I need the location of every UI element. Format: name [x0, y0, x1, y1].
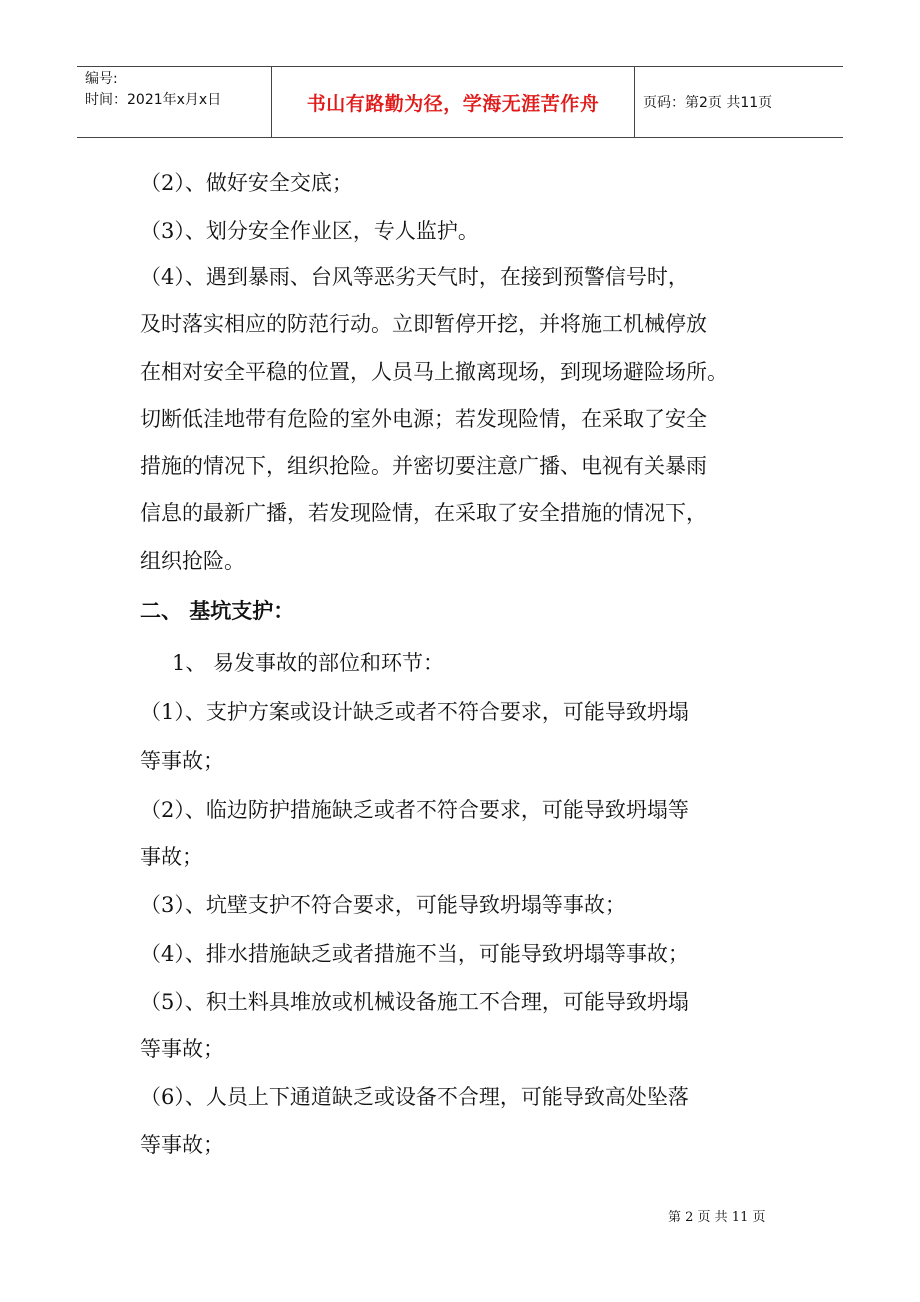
body-line: （3）、划分安全作业区，专人监护。	[140, 219, 479, 243]
body-line: （4）、排水措施缺乏或者措施不当，可能导致坍塌等事故；	[140, 942, 689, 966]
header-meta	[85, 69, 265, 111]
body-line: 事故；	[140, 845, 203, 869]
body-line: 切断低洼地带有危险的室外电源；若发现险情，在采取了安全	[140, 407, 707, 431]
body-line: 等事故；	[140, 749, 224, 773]
body-line: （4）、遇到暴雨、台风等恶劣天气时，在接到预警信号时，	[140, 265, 689, 289]
page-header	[77, 66, 843, 138]
body-line: 及时落实相应的防范行动。立即暂停开挖，并将施工机械停放	[140, 312, 707, 336]
body-line: 信息的最新广播，若发现险情，在采取了安全措施的情况下，	[140, 501, 707, 525]
date-label: 时间：2021年x月x日	[85, 92, 222, 108]
body-line: （1）、支护方案或设计缺乏或者不符合要求，可能导致坍塌	[140, 700, 689, 724]
page-footer: 第 2 页 共 11 页	[668, 1210, 766, 1225]
subsection-heading: 1、 易发事故的部位和环节：	[172, 651, 445, 675]
serial-number-label: 编号:	[85, 71, 118, 87]
header-page-info: 页码：第2页 共11页	[643, 95, 773, 111]
section-heading: 二、 基坑支护：	[140, 599, 295, 623]
body-line: 在相对安全平稳的位置，人员马上撤离现场，到现场避险场所。	[140, 360, 728, 384]
header-divider	[634, 67, 635, 137]
header-motto: 书山有路勤为径，学海无涯苦作舟	[306, 92, 600, 115]
body-line: 组织抢险。	[140, 549, 245, 573]
body-line: （2）、临边防护措施缺乏或者不符合要求，可能导致坍塌等	[140, 798, 689, 822]
body-line: （6）、人员上下通道缺乏或设备不合理，可能导致高处坠落	[140, 1085, 689, 1109]
body-line: （3）、坑壁支护不符合要求，可能导致坍塌等事故；	[140, 893, 626, 917]
body-line: （5）、积土料具堆放或机械设备施工不合理，可能导致坍塌	[140, 990, 689, 1014]
body-line: 等事故；	[140, 1037, 224, 1061]
body-line: （2）、做好安全交底；	[140, 171, 353, 195]
body-line: 等事故；	[140, 1133, 224, 1157]
body-line: 措施的情况下，组织抢险。并密切要注意广播、电视有关暴雨	[140, 454, 707, 478]
